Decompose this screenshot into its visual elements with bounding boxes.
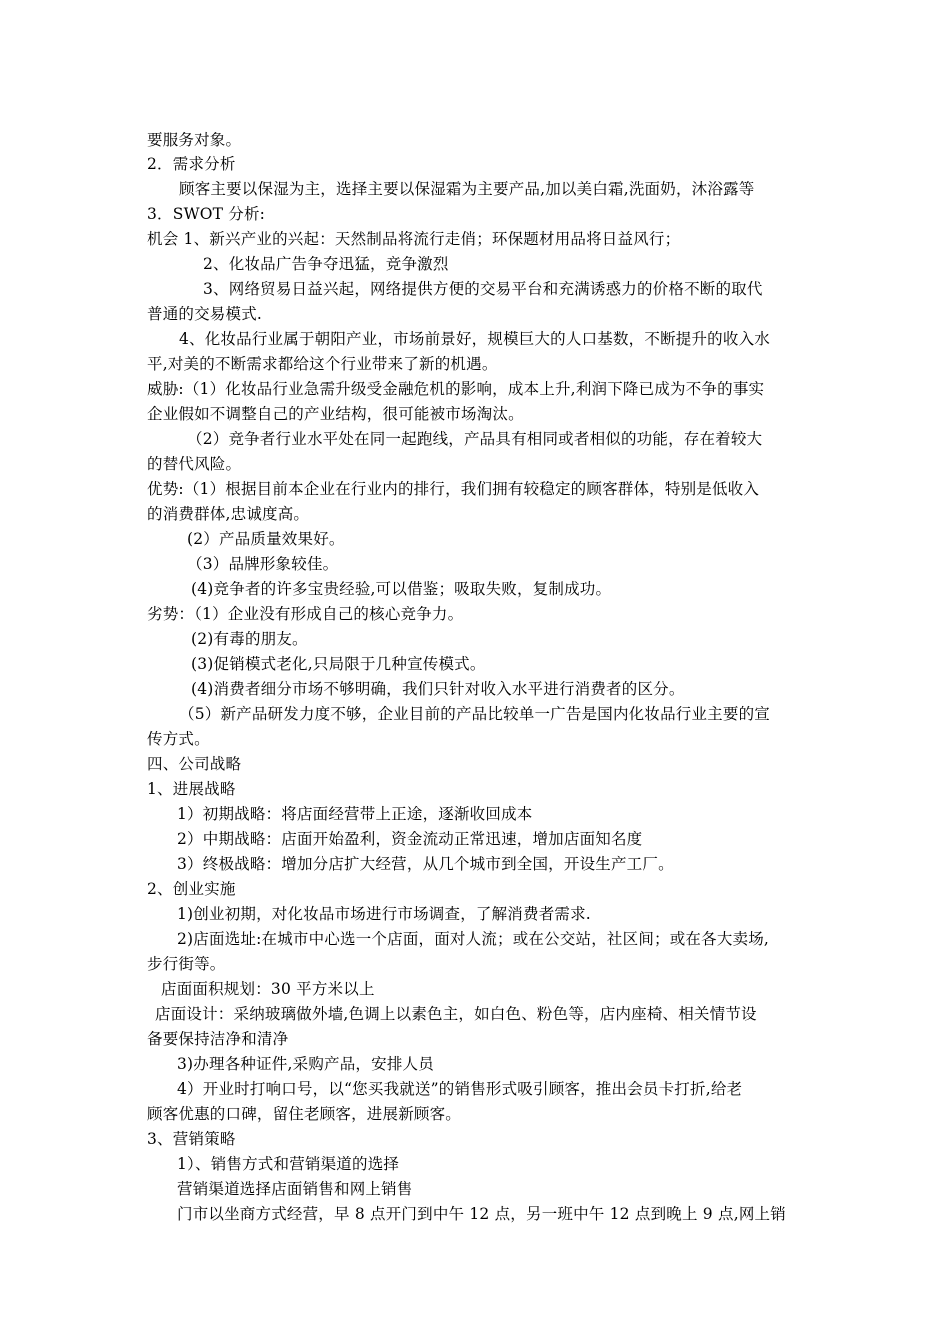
text-line: 4、化妆品行业属于朝阳产业，市场前景好，规模巨大的人口基数，不断提升的收入水: [179, 330, 770, 348]
text-line: 1）初期战略：将店面经营带上正途，逐渐收回成本: [177, 805, 533, 823]
text-line: 威胁:（1）化妆品行业急需升级受金融危机的影响，成本上升,利润下降已成为不争的事实: [147, 380, 765, 398]
section-heading: 1、进展战略: [147, 780, 236, 798]
text-line: 的替代风险。: [147, 455, 242, 473]
text-line: 3、网络贸易日益兴起，网络提供方便的交易平台和充满诱惑力的价格不断的取代: [203, 280, 763, 298]
text-line: 顾客优惠的口碑，留住老顾客，进展新顾客。: [147, 1105, 462, 1123]
text-line: (2）产品质量效果好。: [187, 530, 345, 548]
section-heading: 2、创业实施: [147, 880, 236, 898]
text-line: (3)促销模式老化,只局限于几种宣传模式。: [191, 655, 486, 673]
text-line: 2)店面选址:在城市中心选一个店面，面对人流；或在公交站，社区间；或在各大卖场,: [177, 930, 770, 948]
text-line: (2)有毒的朋友。: [191, 630, 308, 648]
text-line: 2、化妆品广告争夺迅猛，竞争激烈: [203, 255, 449, 273]
text-line: 2）中期战略：店面开始盈利，资金流动正常迅速，增加店面知名度: [177, 830, 643, 848]
text-line: 1)创业初期，对化妆品市场进行市场调查，了解消费者需求.: [177, 905, 591, 923]
text-line: 店面面积规划：30 平方米以上: [161, 980, 375, 998]
section-heading: 3．SWOT 分析:: [147, 205, 266, 223]
text-line: (4)消费者细分市场不够明确，我们只针对收入水平进行消费者的区分。: [191, 680, 685, 698]
text-line: 1）、销售方式和营销渠道的选择: [177, 1155, 400, 1173]
text-line: 的消费群体,忠诚度高。: [147, 505, 310, 523]
text-line: 备要保持洁净和清净: [147, 1030, 289, 1048]
section-heading: 四、公司战略: [147, 755, 242, 773]
text-line: （3）品牌形象较佳。: [187, 555, 339, 573]
text-line: 店面设计：采纳玻璃做外墙,色调上以素色主，如白色、粉色等，店内座椅、相关情节设: [155, 1005, 757, 1023]
section-heading: 2．需求分析: [147, 155, 236, 173]
text-line: （5）新产品研发力度不够，企业目前的产品比较单一广告是国内化妆品行业主要的宣: [179, 705, 770, 723]
text-line: （2）竞争者行业水平处在同一起跑线，产品具有相同或者相似的功能，存在着较大: [187, 430, 763, 448]
text-line: 普通的交易模式.: [147, 305, 263, 323]
text-line: 企业假如不调整自己的产业结构，很可能被市场淘汰。: [147, 405, 524, 423]
text-line: 4）开业时打响口号，以“您买我就送”的销售形式吸引顾客，推出会员卡打折,给老: [177, 1080, 743, 1098]
text-line: 3)办理各种证件,采购产品，安排人员: [177, 1055, 434, 1073]
section-heading: 3、营销策略: [147, 1130, 236, 1148]
text-line: 传方式。: [147, 730, 210, 748]
text-line: 优势:（1）根据目前本企业在行业内的排行，我们拥有较稳定的顾客群体，特别是低收入: [147, 480, 760, 498]
text-line: 顾客主要以保湿为主，选择主要以保湿霜为主要产品,加以美白霜,洗面奶，沐浴露等: [179, 180, 755, 198]
text-line: 门市以坐商方式经营，早 8 点开门到中午 12 点，另一班中午 12 点到晚上 9 点,网上销: [177, 1205, 786, 1223]
text-line: 3）终极战略：增加分店扩大经营，从几个城市到全国，开设生产工厂。: [177, 855, 674, 873]
text-line: 劣势：（1）企业没有形成自己的核心竞争力。: [147, 605, 464, 623]
text-line: 营销渠道选择店面销售和网上销售: [177, 1180, 413, 1198]
text-line: 平,对美的不断需求都给这个行业带来了新的机遇。: [147, 355, 498, 373]
text-line: 步行街等。: [147, 955, 226, 973]
text-line: 要服务对象。: [147, 131, 242, 149]
text-line: (4)竞争者的许多宝贵经验,可以借鉴；吸取失败，复制成功。: [191, 580, 612, 598]
text-line: 机会 1、新兴产业的兴起：天然制品将流行走俏；环保题材用品将日益风行；: [147, 230, 681, 248]
